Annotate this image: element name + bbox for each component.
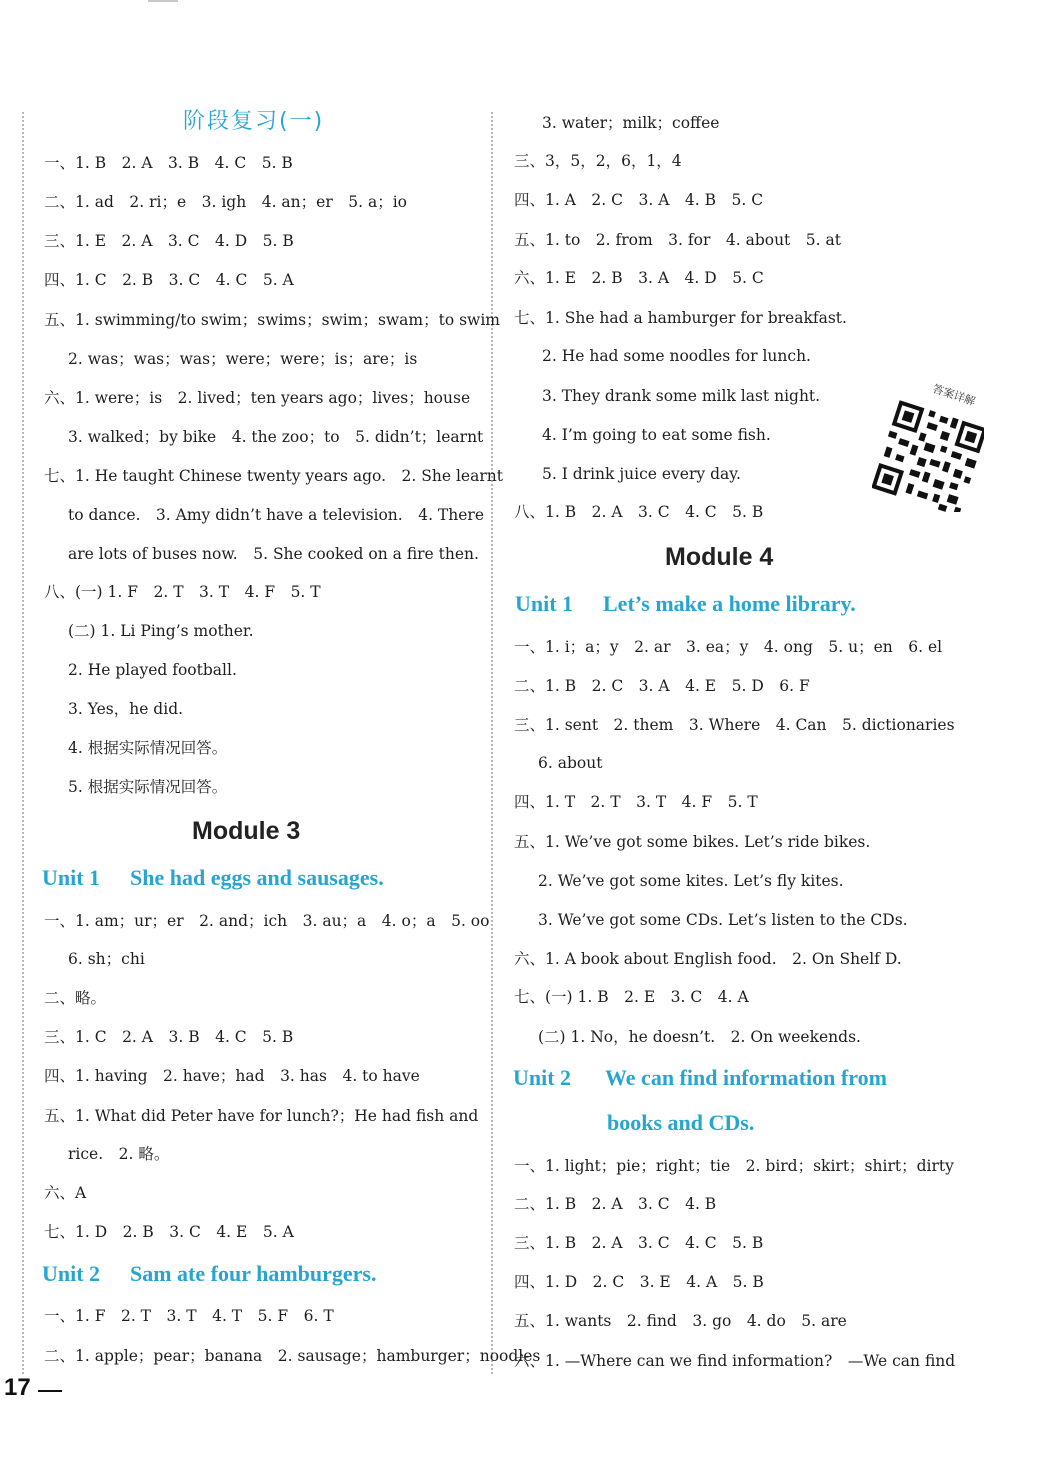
module-3-title: Module 3 — [192, 817, 301, 845]
answer-line: 5. 根据实际情况回答。 — [68, 778, 228, 796]
answer-line: 一、1. light；pie；right；tie 2. bird；skirt；shirt；dirty — [514, 1157, 954, 1175]
answer-line: are lots of buses now. 5. She cooked on a fire then. — [68, 545, 479, 563]
answer-line: 三、1. E 2. A 3. C 4. D 5. B — [44, 232, 294, 250]
module-4-title: Module 4 — [665, 543, 774, 571]
answer-line: 6. about — [538, 754, 603, 772]
answer-line: 六、A — [44, 1184, 87, 1202]
answer-line: 二、1. B 2. C 3. A 4. E 5. D 6. F — [514, 677, 810, 695]
stage-review-title: 阶段复习(一) — [183, 109, 325, 134]
unit-2-title-line2: books and CDs. — [607, 1110, 755, 1135]
unit-title: Sam ate four hamburgers. — [130, 1261, 377, 1286]
answer-line: 八、1. B 2. A 3. C 4. C 5. B — [514, 503, 764, 521]
qr-caption: 答案详解 — [930, 382, 977, 409]
answer-line: 二、1. ad 2. ri；e 3. igh 4. an；er 5. a；io — [44, 193, 407, 211]
answer-line: 四、1. D 2. C 3. E 4. A 5. B — [514, 1273, 764, 1291]
answer-line: 6. sh；chi — [68, 950, 145, 968]
answer-line: 3. walked；by bike 4. the zoo；to 5. didn’t；learnt — [68, 428, 484, 446]
answer-line: 2. He played football. — [68, 661, 237, 679]
answer-line: to dance. 3. Amy didn’t have a television. 4. There — [68, 506, 485, 524]
answer-line: 六、1. were；is 2. lived；ten years ago；lives；house — [44, 389, 471, 407]
answer-line: 三、1. B 2. A 3. C 4. C 5. B — [514, 1234, 764, 1252]
answer-line: 3. water；milk；coffee — [542, 114, 720, 132]
answer-line: 3. We’ve got some CDs. Let’s listen to the CDs. — [538, 911, 908, 929]
answer-line: 八、(一) 1. F 2. T 3. T 4. F 5. T — [44, 583, 321, 601]
qr-code-icon[interactable] — [872, 372, 984, 512]
unit-1-heading — [515, 590, 856, 618]
answer-line: 2. We’ve got some kites. Let’s fly kites. — [538, 872, 844, 890]
answer-line: 二、1. B 2. A 3. C 4. B — [514, 1195, 717, 1213]
unit-2-heading — [513, 1064, 887, 1092]
answer-line: 3. They drank some milk last night. — [542, 387, 821, 405]
unit-title: She had eggs and sausages. — [130, 865, 384, 890]
answer-line: 3. Yes，he did. — [68, 700, 184, 718]
answer-line: 4. 根据实际情况回答。 — [68, 739, 228, 757]
answer-line: (二) 1. No，he doesn’t. 2. On weekends. — [538, 1028, 861, 1046]
answer-line: 六、1. —Where can we find information? —We can find — [514, 1352, 956, 1370]
answer-line: 2. was；was；was；were；were；is；are；is — [68, 350, 418, 368]
unit-label: Unit 1 — [42, 865, 101, 890]
answer-line: 一、1. B 2. A 3. B 4. C 5. B — [44, 154, 293, 172]
answer-line: 四、1. T 2. T 3. T 4. F 5. T — [514, 793, 758, 811]
page-number: 17 — [4, 1374, 31, 1401]
answer-line: 五、1. to 2. from 3. for 4. about 5. at — [514, 231, 841, 249]
answer-line: 4. I’m going to eat some fish. — [542, 426, 771, 444]
answer-line: 三、1. C 2. A 3. B 4. C 5. B — [44, 1028, 294, 1046]
answer-line: rice. 2. 略。 — [68, 1145, 170, 1163]
unit-label: Unit 2 — [513, 1065, 572, 1090]
answer-line: 一、1. i；a；y 2. ar 3. ea；y 4. ong 5. u；en 6. el — [514, 638, 943, 656]
answer-line: 三、3，5，2，6，1，4 — [514, 152, 682, 170]
answer-line: 一、1. am；ur；er 2. and；ich 3. au；a 4. o；a 5. oo — [44, 912, 490, 930]
answer-line: 五、1. What did Peter have for lunch?；He had fish and — [44, 1107, 479, 1125]
answer-line: 四、1. having 2. have；had 3. has 4. to have — [44, 1067, 420, 1085]
column-divider — [491, 112, 493, 1374]
unit-1-heading — [42, 864, 384, 892]
answer-line: (二) 1. Li Ping’s mother. — [68, 622, 254, 640]
answer-line: 二、略。 — [44, 989, 107, 1007]
unit-label: Unit 2 — [42, 1261, 101, 1286]
answer-line: 五、1. swimming/to swim；swims；swim；swam；to swim — [44, 311, 500, 329]
answer-line: 一、1. F 2. T 3. T 4. T 5. F 6. T — [44, 1307, 334, 1325]
answer-line: 七、(一) 1. B 2. E 3. C 4. A — [514, 988, 749, 1006]
unit-title: We can find information from — [605, 1065, 887, 1090]
answer-line: 七、1. D 2. B 3. C 4. E 5. A — [44, 1223, 294, 1241]
answer-line: 5. I drink juice every day. — [542, 465, 741, 483]
answer-line: 二、1. apple；pear；banana 2. sausage；hamburger；noodles — [44, 1347, 541, 1365]
answer-line: 五、1. wants 2. find 3. go 4. do 5. are — [514, 1312, 847, 1330]
answer-line: 七、1. He taught Chinese twenty years ago. 2. She learnt — [44, 467, 503, 485]
answer-line: 六、1. E 2. B 3. A 4. D 5. C — [514, 269, 764, 287]
unit-label: Unit 1 — [515, 591, 574, 616]
unit-2-heading — [42, 1260, 376, 1288]
left-margin-dotted-line — [22, 112, 24, 1374]
answer-line: 七、1. She had a hamburger for breakfast. — [514, 309, 847, 327]
answer-line: 五、1. We’ve got some bikes. Let’s ride bikes. — [514, 833, 871, 851]
answer-line: 2. He had some noodles for lunch. — [542, 347, 811, 365]
answer-line: 四、1. A 2. C 3. A 4. B 5. C — [514, 191, 764, 209]
answer-line: 六、1. A book about English food. 2. On Shelf D. — [514, 950, 902, 968]
unit-title: Let’s make a home library. — [603, 591, 856, 616]
top-edge-mark — [148, 0, 178, 2]
answer-line: 三、1. sent 2. them 3. Where 4. Can 5. dictionaries — [514, 716, 955, 734]
answer-line: 四、1. C 2. B 3. C 4. C 5. A — [44, 271, 294, 289]
page-number-dash — [38, 1390, 62, 1392]
